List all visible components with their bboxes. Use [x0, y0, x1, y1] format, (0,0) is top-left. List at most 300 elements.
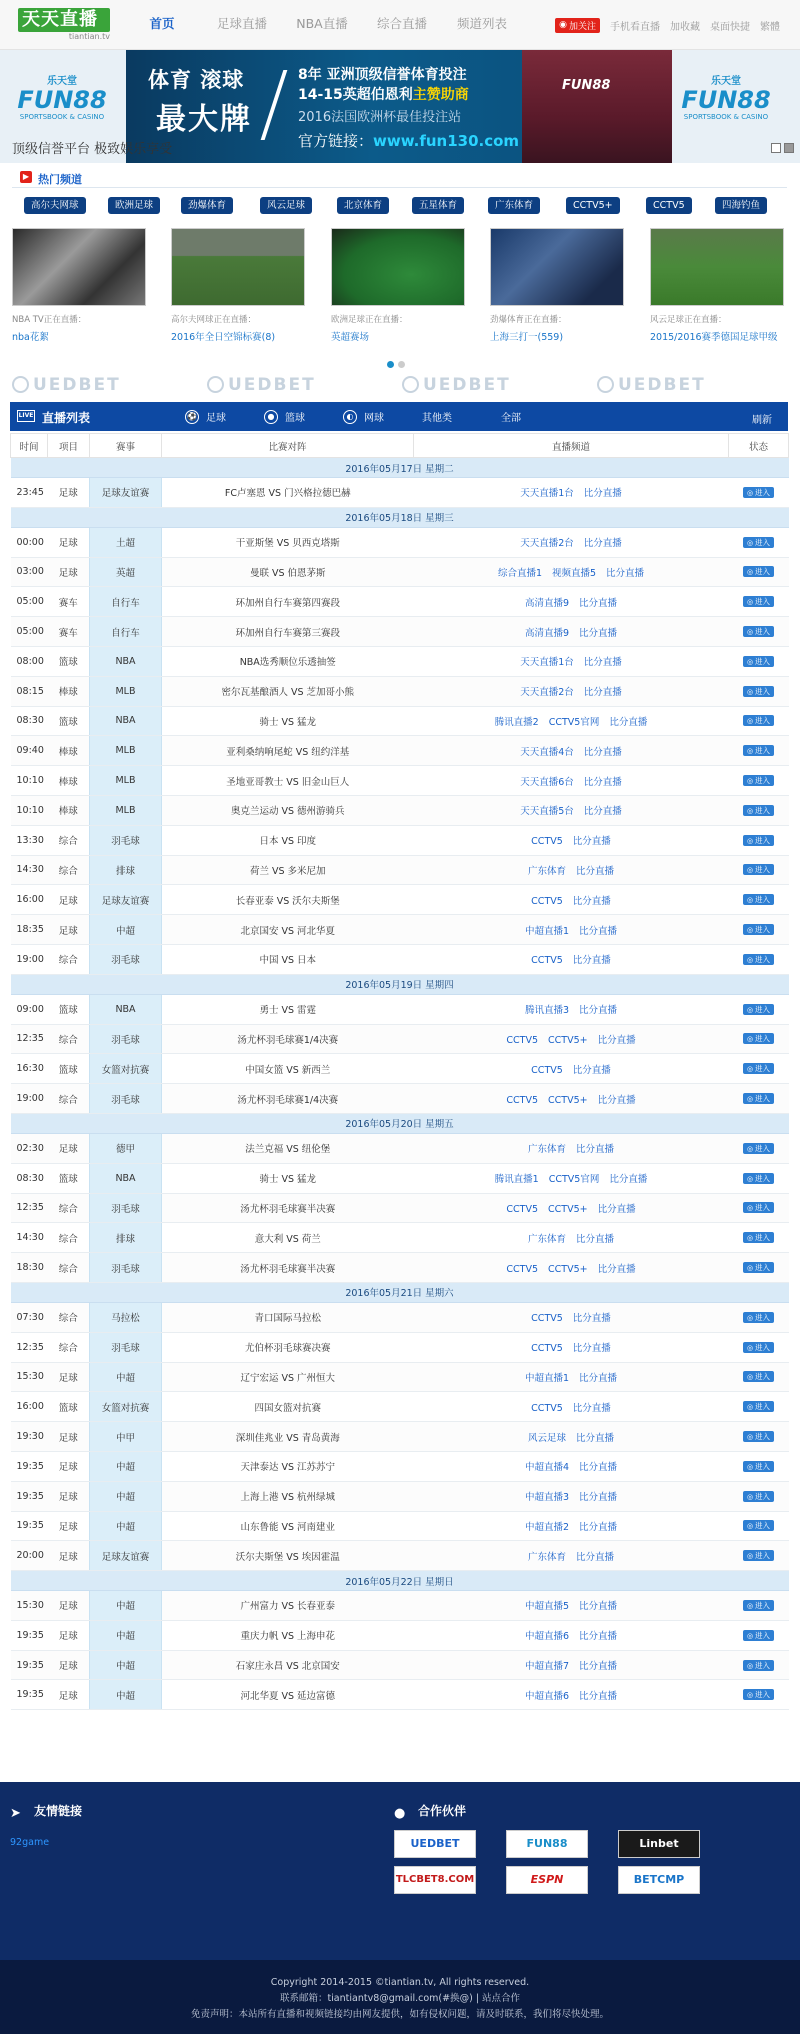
match-status [729, 646, 789, 676]
match-status [729, 1511, 789, 1541]
paper-plane-icon: ➤ [10, 1806, 21, 1821]
play-icon: ◎ [746, 568, 754, 577]
match-event: 足球友谊赛 [90, 885, 162, 915]
live-thumb-card[interactable] [171, 228, 305, 354]
channel-link[interactable]: 广东体育 [527, 1233, 566, 1245]
match-time: 13:30 [11, 825, 48, 855]
channel-link[interactable]: 比分直播 [572, 1313, 611, 1325]
match-time: 08:00 [11, 646, 48, 676]
channel-link[interactable]: 比分直播 [579, 1462, 618, 1474]
channel-link[interactable]: 视频直播5 [551, 567, 597, 579]
live-schedule-table [10, 433, 789, 1710]
enter-button-label: 进入 [755, 895, 771, 905]
tennis-icon: ◐ [343, 410, 357, 424]
enter-button[interactable] [743, 1600, 774, 1611]
channel-link[interactable]: 比分直播 [579, 1631, 618, 1643]
enter-button-label: 进入 [755, 1064, 771, 1074]
enter-button[interactable] [743, 924, 774, 935]
sponsor-logo[interactable] [402, 375, 511, 395]
thumbs-pager-dot[interactable] [398, 361, 405, 368]
enter-button-label: 进入 [755, 835, 771, 845]
play-icon: ◎ [746, 538, 754, 547]
thumb-image[interactable] [171, 228, 305, 306]
match-time: 23:45 [11, 478, 48, 508]
channel-chip[interactable]: 四海钓鱼 [715, 197, 767, 214]
match-status [729, 795, 789, 825]
match-channels [414, 676, 729, 706]
match-sport: 篮球 [48, 1054, 90, 1084]
channel-link[interactable]: 比分直播 [583, 687, 622, 699]
channel-link[interactable]: CCTV5 [531, 836, 563, 848]
match-event: MLB [90, 736, 162, 766]
thumbs-pager-dot-active[interactable] [387, 361, 394, 368]
channel-chip[interactable]: 风云足球 [260, 197, 312, 214]
date-row [11, 1571, 789, 1591]
sponsor-name: UEDBET [423, 375, 511, 395]
channel-link[interactable]: 比分直播 [579, 627, 618, 639]
channel-link[interactable]: 天天直播6台 [520, 776, 574, 788]
table-row [11, 1223, 789, 1253]
nav-football[interactable]: 足球直播 [216, 16, 267, 31]
channel-link[interactable]: 比分直播 [597, 1263, 636, 1275]
enter-button[interactable] [743, 1461, 774, 1472]
channel-link[interactable]: 比分直播 [579, 925, 618, 937]
partner-logo[interactable]: FUN88 [506, 1830, 588, 1858]
play-icon: ◎ [746, 1174, 754, 1183]
channel-link[interactable]: 腾讯直播1 [494, 1174, 539, 1186]
channel-link[interactable]: CCTV5+ [548, 1094, 588, 1106]
match-time: 08:30 [11, 706, 48, 736]
channel-link[interactable]: 比分直播 [579, 1661, 618, 1673]
friend-link[interactable]: 92game [10, 1837, 50, 1848]
weibo-follow-button[interactable] [555, 18, 600, 33]
match-channels [414, 1392, 729, 1422]
match-time: 07:30 [11, 1302, 48, 1332]
channel-link[interactable]: 天天直播1台 [520, 657, 574, 669]
match-event: 中超 [90, 1362, 162, 1392]
enter-button[interactable] [743, 1033, 774, 1044]
channel-link[interactable]: CCTV5官网 [548, 716, 600, 728]
thumb-link[interactable]: 上海三打一(559) [490, 332, 564, 343]
channel-link[interactable]: 比分直播 [579, 1690, 618, 1702]
table-row [11, 1362, 789, 1392]
match-teams: 环加州自行车赛第三赛段 [162, 617, 414, 647]
channel-link[interactable]: 比分直播 [579, 1492, 618, 1504]
enter-button[interactable] [743, 1630, 774, 1641]
match-time: 19:35 [11, 1680, 48, 1710]
match-channels [414, 1650, 729, 1680]
channel-link[interactable]: 天天直播2台 [520, 538, 574, 550]
match-status [729, 1133, 789, 1163]
col-header-status: 状态 [729, 434, 789, 458]
channel-link[interactable]: 比分直播 [572, 895, 611, 907]
table-row [11, 855, 789, 885]
channel-link[interactable]: 风云足球 [527, 1432, 566, 1444]
match-status [729, 557, 789, 587]
channel-link[interactable]: CCTV5 [531, 1402, 563, 1414]
filter-basketball[interactable] [264, 402, 305, 431]
channel-link[interactable]: 中超直播4 [524, 1462, 570, 1474]
table-row [11, 646, 789, 676]
enter-button[interactable] [743, 1262, 774, 1273]
enter-button[interactable] [743, 775, 774, 786]
channel-link[interactable]: 中超直播1 [524, 1372, 570, 1384]
partner-logo[interactable]: ESPN [506, 1866, 588, 1894]
thumb-label: 风云足球正在直播： [650, 315, 727, 325]
channel-link[interactable]: CCTV5+ [548, 1203, 588, 1215]
enter-button[interactable] [743, 656, 774, 667]
nav-nba[interactable]: NBA直播 [296, 16, 348, 31]
live-thumb-card[interactable] [331, 228, 465, 354]
enter-button-label: 进入 [755, 1660, 771, 1670]
enter-button[interactable] [743, 626, 774, 637]
channel-link[interactable]: 比分直播 [576, 1551, 615, 1563]
channel-link[interactable]: 中超直播6 [524, 1631, 570, 1643]
match-channels [414, 1620, 729, 1650]
enter-button[interactable] [743, 1342, 774, 1353]
partner-logo[interactable]: BETCMP [618, 1866, 700, 1894]
friend-links-title [10, 1802, 82, 1822]
match-channels [414, 706, 729, 736]
nav-channel-list[interactable]: 频道列表 [456, 16, 507, 31]
channel-link[interactable]: CCTV5+ [548, 1034, 588, 1046]
match-event: 中超 [90, 1481, 162, 1511]
match-teams: 辽宁宏运 VS 广州恒大 [162, 1362, 414, 1392]
sponsor-logo[interactable] [597, 375, 706, 395]
thumb-link[interactable]: 英超赛场 [331, 332, 370, 343]
match-time: 16:00 [11, 885, 48, 915]
enter-button-label: 进入 [755, 686, 771, 696]
enter-button[interactable] [743, 1143, 774, 1154]
channel-link[interactable]: 广东体育 [527, 865, 566, 877]
enter-button-label: 进入 [755, 656, 771, 666]
enter-button[interactable] [743, 1312, 774, 1323]
enter-button[interactable] [743, 1063, 774, 1074]
thumb-link[interactable]: 2015/2016赛季德国足球甲级 [650, 332, 778, 343]
enter-button[interactable] [743, 1550, 774, 1561]
match-sport: 足球 [48, 1481, 90, 1511]
nav-general[interactable]: 综合直播 [376, 16, 427, 31]
channel-link[interactable]: 比分直播 [583, 776, 622, 788]
match-event: 女篮对抗赛 [90, 1054, 162, 1084]
thumb-image[interactable] [490, 228, 624, 306]
match-teams: 亚利桑纳响尾蛇 VS 纽约洋基 [162, 736, 414, 766]
enter-button[interactable] [743, 864, 774, 875]
match-teams: 深圳佳兆业 VS 青岛黄海 [162, 1422, 414, 1452]
partner-logo[interactable]: Linbet [618, 1830, 700, 1858]
channel-link[interactable]: 比分直播 [597, 1094, 636, 1106]
sponsor-name: UEDBET [33, 375, 121, 395]
enter-button[interactable] [743, 1520, 774, 1531]
ad-banner[interactable] [0, 50, 800, 163]
channel-link[interactable]: 比分直播 [572, 1064, 611, 1076]
match-status [729, 617, 789, 647]
thumb-link[interactable]: nba花絮 [12, 332, 49, 343]
match-status [729, 1253, 789, 1283]
enter-button[interactable] [743, 1232, 774, 1243]
live-thumb-card[interactable] [490, 228, 624, 354]
match-time: 09:40 [11, 736, 48, 766]
sponsor-logo[interactable] [207, 375, 316, 395]
match-event: 自行车 [90, 617, 162, 647]
match-event: NBA [90, 706, 162, 736]
channel-link[interactable]: 天天直播5台 [520, 806, 574, 818]
channel-link[interactable]: CCTV5 [506, 1094, 539, 1106]
channel-link[interactable]: CCTV5 [531, 1064, 563, 1076]
enter-button-label: 进入 [755, 776, 771, 786]
live-thumb-card[interactable] [650, 228, 784, 354]
enter-button[interactable] [743, 805, 774, 816]
live-thumb-card[interactable] [12, 228, 146, 354]
sponsor-logo[interactable] [12, 375, 121, 395]
filter-football-label: 足球 [206, 413, 226, 424]
channel-link[interactable]: 比分直播 [579, 597, 618, 609]
filter-all[interactable] [501, 402, 521, 431]
uedbet-icon [12, 376, 29, 393]
match-status [729, 855, 789, 885]
channel-link[interactable]: CCTV5官网 [548, 1174, 600, 1186]
schedule-body [11, 458, 789, 1710]
match-channels [414, 1253, 729, 1283]
enter-button[interactable] [743, 1371, 774, 1382]
nav-home[interactable]: 首页 [149, 16, 175, 31]
channel-link[interactable]: 广东体育 [527, 1144, 566, 1156]
play-icon: ◎ [746, 598, 754, 607]
desktop-shortcut-link[interactable]: 桌面快捷 [710, 21, 750, 33]
channel-link[interactable]: CCTV5 [531, 1313, 563, 1325]
channel-link[interactable]: 比分直播 [583, 538, 622, 550]
channel-link[interactable]: 比分直播 [597, 1203, 636, 1215]
enter-button[interactable] [743, 1004, 774, 1015]
match-event: 排球 [90, 855, 162, 885]
filter-football[interactable] [185, 402, 226, 431]
thumb-image[interactable] [650, 228, 784, 306]
thumb-link[interactable]: 2016年全日空锦标赛(8) [171, 332, 276, 343]
date-label: 2016年05月19日 星期四 [11, 974, 789, 994]
match-event: 中超 [90, 915, 162, 945]
logo-text: 天天直播 [18, 8, 110, 32]
match-time: 19:00 [11, 944, 48, 974]
channel-link[interactable]: 高清直播9 [524, 627, 570, 639]
channel-chip[interactable]: CCTV5 [646, 197, 692, 214]
refresh-button[interactable]: 刷新 [752, 415, 772, 426]
channel-link[interactable]: 比分直播 [576, 1144, 615, 1156]
match-teams: 北京国安 VS 河北华夏 [162, 915, 414, 945]
enter-button[interactable] [743, 894, 774, 905]
play-icon: ◎ [746, 777, 754, 786]
channel-link[interactable]: 比分直播 [583, 746, 622, 758]
channel-link[interactable]: 中超直播7 [524, 1661, 570, 1673]
play-icon: ◎ [746, 1343, 754, 1352]
channel-link[interactable]: 比分直播 [572, 955, 611, 967]
match-teams: 河北华夏 VS 延边富德 [162, 1680, 414, 1710]
site-logo[interactable] [18, 8, 110, 42]
filter-tennis[interactable] [343, 402, 384, 431]
channel-chip[interactable]: 北京体育 [337, 197, 389, 214]
enter-button[interactable] [743, 715, 774, 726]
channel-link[interactable]: 比分直播 [572, 1343, 611, 1355]
channel-link[interactable]: 比分直播 [572, 836, 611, 848]
table-row [11, 676, 789, 706]
channel-link[interactable]: 比分直播 [579, 1521, 618, 1533]
channel-chip[interactable]: 劲爆体育 [181, 197, 233, 214]
match-event: 足球友谊赛 [90, 478, 162, 508]
top-navbar [0, 0, 800, 50]
bookmark-link[interactable]: 加收藏 [670, 21, 700, 33]
date-row [11, 1113, 789, 1133]
enter-button[interactable] [743, 537, 774, 548]
channel-link[interactable]: 比分直播 [576, 1432, 615, 1444]
play-icon: ◎ [746, 1095, 754, 1104]
traditional-chinese-link[interactable]: 繁體 [760, 21, 780, 33]
channel-link[interactable]: CCTV5 [506, 1263, 539, 1275]
match-status [729, 944, 789, 974]
channel-link[interactable]: 中超直播3 [524, 1492, 570, 1504]
enter-button[interactable] [743, 1689, 774, 1700]
match-sport: 足球 [48, 1680, 90, 1710]
enter-button[interactable] [743, 1173, 774, 1184]
enter-button[interactable] [743, 1491, 774, 1502]
match-sport: 足球 [48, 527, 90, 557]
channel-link[interactable]: CCTV5 [531, 895, 563, 907]
thumb-image[interactable] [331, 228, 465, 306]
filter-other[interactable] [422, 402, 452, 431]
channel-chip[interactable]: 五星体育 [412, 197, 464, 214]
match-sport: 足球 [48, 478, 90, 508]
enter-button-label: 进入 [755, 1143, 771, 1153]
enter-button[interactable] [743, 1401, 774, 1412]
enter-button-label: 进入 [755, 746, 771, 756]
thumb-image[interactable] [12, 228, 146, 306]
banner-line-3: 2016法国欧洲杯最佳投注站 [298, 110, 462, 125]
table-row [11, 1620, 789, 1650]
channel-link[interactable]: 比分直播 [583, 657, 622, 669]
match-event: 中超 [90, 1650, 162, 1680]
channel-chip[interactable]: 广东体育 [488, 197, 540, 214]
match-event: 自行车 [90, 587, 162, 617]
match-sport: 棒球 [48, 736, 90, 766]
channel-link[interactable]: CCTV5 [531, 955, 563, 967]
match-teams: 荷兰 VS 多米尼加 [162, 855, 414, 885]
match-event: MLB [90, 676, 162, 706]
enter-button[interactable] [743, 566, 774, 577]
channel-link[interactable]: 腾讯直播2 [494, 716, 539, 728]
channel-link[interactable]: 比分直播 [576, 1233, 615, 1245]
date-label: 2016年05月18日 星期三 [11, 507, 789, 527]
channel-link[interactable]: 高清直播9 [524, 597, 570, 609]
channel-link[interactable]: 中超直播6 [524, 1690, 570, 1702]
channel-link[interactable]: 腾讯直播3 [524, 1005, 570, 1017]
banner-url: www.fun130.com [373, 132, 520, 150]
channel-link[interactable]: CCTV5+ [548, 1263, 588, 1275]
channel-link[interactable]: CCTV5 [531, 1343, 563, 1355]
channel-link[interactable]: 比分直播 [609, 1174, 648, 1186]
enter-button-label: 进入 [755, 865, 771, 875]
channel-link[interactable]: 中超直播5 [524, 1601, 570, 1613]
match-channels [414, 1223, 729, 1253]
enter-button[interactable] [743, 745, 774, 756]
channel-link[interactable]: 广东体育 [527, 1551, 566, 1563]
banner-pager-dot[interactable] [771, 143, 781, 153]
channel-link[interactable]: 比分直播 [579, 1601, 618, 1613]
enter-button[interactable] [743, 487, 774, 498]
channel-link[interactable]: 比分直播 [606, 567, 645, 579]
channel-link[interactable]: 中超直播1 [524, 925, 570, 937]
channel-link[interactable]: CCTV5 [506, 1203, 539, 1215]
banner-divider [261, 70, 288, 140]
match-time: 08:30 [11, 1163, 48, 1193]
channel-chip[interactable]: 欧洲足球 [108, 197, 160, 214]
channel-link[interactable]: 比分直播 [583, 488, 622, 500]
enter-button[interactable] [743, 1093, 774, 1104]
channel-link[interactable]: 天天直播1台 [520, 488, 574, 500]
play-icon: ◎ [746, 687, 754, 696]
channel-link[interactable]: 比分直播 [579, 1372, 618, 1384]
channel-chip[interactable]: 高尔夫网球 [24, 197, 86, 214]
channel-link[interactable]: 比分直播 [597, 1034, 636, 1046]
match-sport: 赛车 [48, 617, 90, 647]
enter-button[interactable] [743, 1660, 774, 1671]
match-event: 羽毛球 [90, 825, 162, 855]
enter-button[interactable] [743, 1202, 774, 1213]
match-teams: 汤尤杯羽毛球赛1/4决赛 [162, 1084, 414, 1114]
match-status [729, 1223, 789, 1253]
col-header-match: 比赛对阵 [162, 434, 414, 458]
channel-link[interactable]: 综合直播1 [497, 567, 542, 579]
match-status [729, 1163, 789, 1193]
partner-logo[interactable]: UEDBET [394, 1830, 476, 1858]
channel-link[interactable]: 比分直播 [583, 806, 622, 818]
match-time: 15:30 [11, 1591, 48, 1621]
enter-button-label: 进入 [755, 1491, 771, 1501]
table-row [11, 1193, 789, 1223]
channel-link[interactable]: 比分直播 [579, 1005, 618, 1017]
table-row [11, 885, 789, 915]
play-icon: ◎ [746, 1522, 754, 1531]
channel-link[interactable]: CCTV5 [506, 1034, 539, 1046]
enter-button[interactable] [743, 686, 774, 697]
date-row [11, 974, 789, 994]
match-status [729, 736, 789, 766]
enter-button[interactable] [743, 596, 774, 607]
play-icon: ◎ [746, 866, 754, 875]
match-teams: FC卢塞恩 VS 门兴格拉德巴赫 [162, 478, 414, 508]
match-sport: 综合 [48, 1253, 90, 1283]
match-sport: 篮球 [48, 646, 90, 676]
match-sport: 综合 [48, 1223, 90, 1253]
match-teams: 密尔瓦基酿酒人 VS 芝加哥小熊 [162, 676, 414, 706]
channel-link[interactable]: 比分直播 [609, 716, 648, 728]
enter-button-label: 进入 [755, 567, 771, 577]
channel-link[interactable]: 天天直播2台 [520, 687, 574, 699]
match-teams: 天津泰达 VS 江苏苏宁 [162, 1451, 414, 1481]
partner-logo[interactable]: TLCBET8.COM [394, 1866, 476, 1894]
enter-button[interactable] [743, 1431, 774, 1442]
channel-link[interactable]: 天天直播4台 [520, 746, 574, 758]
enter-button[interactable] [743, 835, 774, 846]
match-teams: 日本 VS 印度 [162, 825, 414, 855]
match-status [729, 1650, 789, 1680]
channel-link[interactable]: 比分直播 [572, 1402, 611, 1414]
mobile-link[interactable]: 手机看直播 [610, 21, 660, 33]
channel-link[interactable]: 比分直播 [576, 865, 615, 877]
enter-button[interactable] [743, 954, 774, 965]
channel-link[interactable]: 中超直播2 [524, 1521, 570, 1533]
banner-pager-dot-active[interactable] [784, 143, 794, 153]
match-sport: 综合 [48, 825, 90, 855]
channel-chip[interactable]: CCTV5+ [566, 197, 620, 214]
match-channels [414, 1541, 729, 1571]
